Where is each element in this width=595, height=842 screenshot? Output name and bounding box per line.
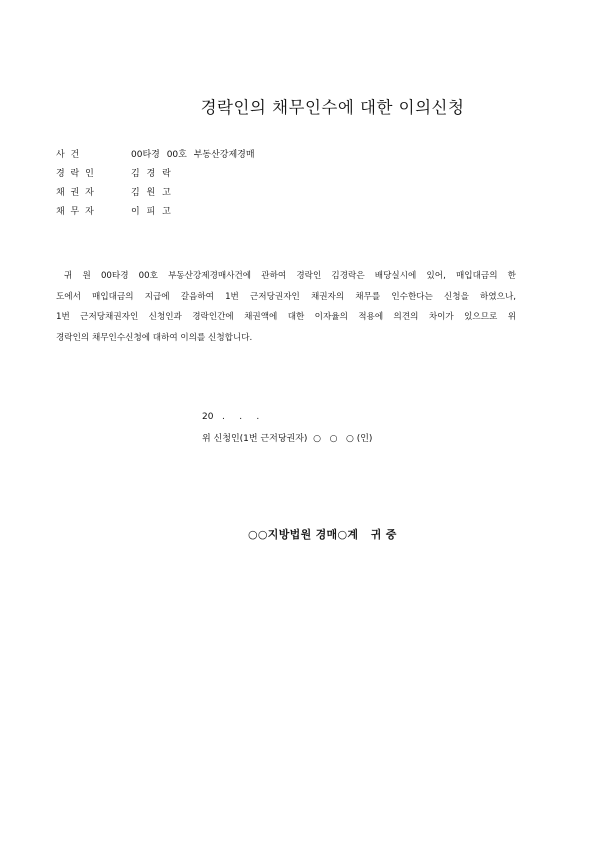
case-value: 00타경 00호 부동산강제경매 [131,150,255,160]
case-label: 사 건 [56,150,80,160]
court-addressee: ○○지방법원 경매○계 귀 중 [248,528,397,541]
body-line: 도에서 매입대금의 지급에 갈음하여 1번 근저당권자인 채권자의 채무를 인수한다는 신청을 하였으나, [56,291,516,302]
body-paragraph [56,266,516,348]
case-info-table [56,144,255,220]
document-title: 경락인의 채무인수에 대한 이의신청 [200,98,465,117]
purchaser-label: 경 락 인 [56,169,94,179]
body-line: 경락인의 채무인수신청에 대하여 이의를 신청합니다. [56,332,253,343]
purchaser-info-row [56,163,255,182]
debtor-label: 채 무 자 [56,207,94,217]
body-line: 귀 원 00타경 00호 부동산강제경매사건에 관하여 경락인 김경락은 배당실시에 있어, 매입대금의 한 [64,271,516,281]
body-line: 1번 근저당채권자인 신청인과 경락인간에 채권액에 대한 이자율의 적용에 의견의 차이가 있으므로 위 [56,312,516,322]
creditor-info-row [56,182,255,201]
debtor-info-row [56,201,255,220]
date-line: 20 . . . [202,412,260,422]
debtor-value: 이 피 고 [131,207,171,217]
creditor-label: 채 권 자 [56,188,94,198]
purchaser-value: 김 경 락 [131,169,171,179]
applicant-signature-line: 위 신청인(1번 근저당권자) ○ ○ ○ (인) [202,434,373,444]
case-info-row [56,144,255,163]
creditor-value: 김 원 고 [131,188,171,198]
